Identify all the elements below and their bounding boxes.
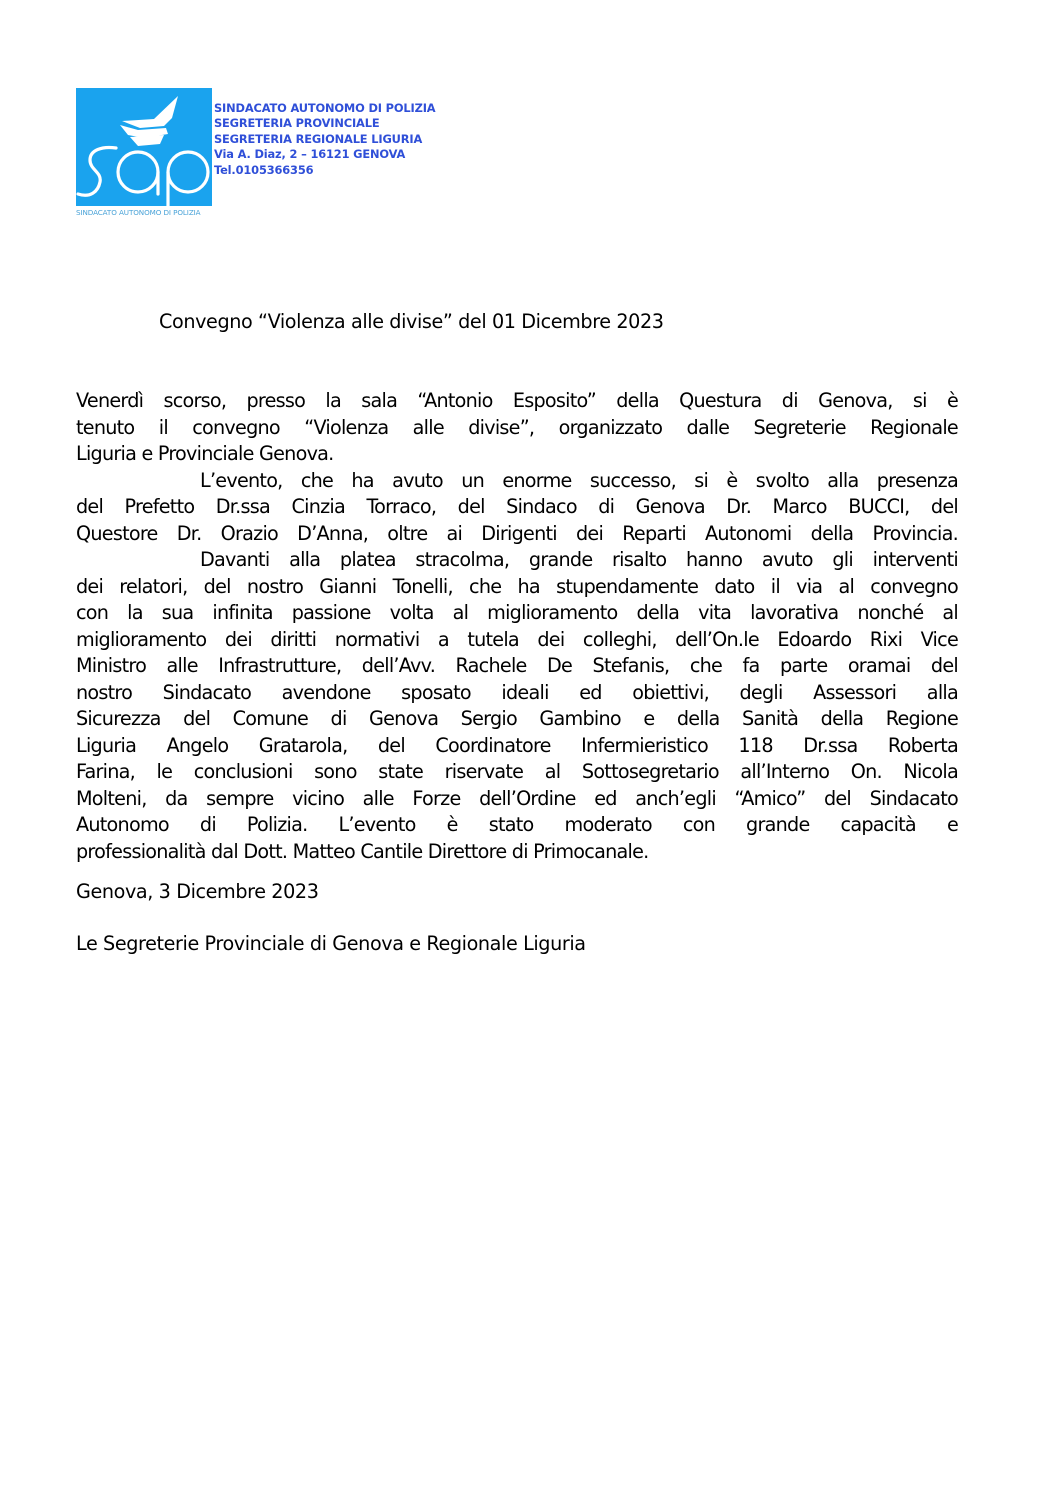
body-line: con la sua infinita passione volta al miglioramento della vita lavorativa nonché al [76, 601, 958, 624]
body-line: Liguria Angelo Gratarola, del Coordinatore Infermieristico 118 Dr.ssa Roberta [76, 733, 958, 757]
body-line: miglioramento dei diritti normativi a tutela dei colleghi, dell’On.le Edoardo Rixi Vice [76, 627, 958, 651]
org-provincial: SEGRETERIA PROVINCIALE [214, 116, 380, 131]
body-line: nostro Sindacato avendone sposato ideali ed obiettivi, degli Assessori alla [76, 680, 958, 704]
signature: Le Segreterie Provinciale di Genova e Regionale Liguria [76, 932, 586, 955]
org-name: SINDACATO AUTONOMO DI POLIZIA [214, 101, 436, 115]
closing-date: Genova, 3 Dicembre 2023 [76, 880, 319, 903]
body-line: Farina, le conclusioni sono state riservate al Sottosegretario all’Interno On. Nicola [76, 760, 958, 783]
body-line: Autonomo di Polizia. L’evento è stato moderato con grande capacità e [76, 813, 958, 836]
org-address: Via A. Diaz, 2 – 16121 GENOVA [214, 147, 406, 162]
org-phone: Tel.0105366356 [214, 162, 314, 177]
body-line: Sicurezza del Comune di Genova Sergio Gambino e della Sanità della Regione [76, 707, 958, 730]
org-regional: SEGRETERIA REGIONALE LIGURIA [214, 131, 423, 146]
body-line: del Prefetto Dr.ssa Cinzia Torraco, del Sindaco di Genova Dr. Marco BUCCI, del [76, 495, 958, 518]
body-line: dei relatori, del nostro Gianni Tonelli, che ha stupendamente dato il via al convegno [76, 574, 958, 598]
body-line: Venerdì scorso, presso la sala “Antonio Esposito” della Questura di Genova, si è [76, 389, 958, 412]
body-line: L’evento, che ha avuto un enorme successo, si è svolto alla presenza [200, 468, 958, 492]
body-line: Davanti alla platea stracolma, grande risalto hanno avuto gli interventi [200, 548, 958, 571]
body-line: Molteni, da sempre vicino alle Forze dell’Ordine ed anch’egli “Amico” del Sindacato [76, 786, 958, 810]
body-line: Liguria e Provinciale Genova. [76, 442, 334, 465]
body-line: Ministro alle Infrastrutture, dell’Avv. Rachele De Stefanis, che fa parte oramai del [76, 654, 958, 677]
logo-caption: SINDACATO AUTONOMO DI POLIZIA [76, 208, 201, 217]
body-line: professionalità dal Dott. Matteo Cantile Direttore di Primocanale. [76, 839, 649, 863]
organization-info [214, 101, 435, 178]
document-body [76, 388, 958, 865]
body-line: tenuto il convegno “Violenza alle divise”, organizzato dalle Segreterie Regionale [76, 415, 958, 439]
sap-logo [76, 88, 212, 206]
document-title: Convegno “Violenza alle divise” del 01 Dicembre 2023 [159, 310, 664, 333]
police-cap-icon [76, 88, 212, 206]
body-line: Questore Dr. Orazio D’Anna, oltre ai Dirigenti dei Reparti Autonomi della Provincia. [76, 521, 958, 545]
